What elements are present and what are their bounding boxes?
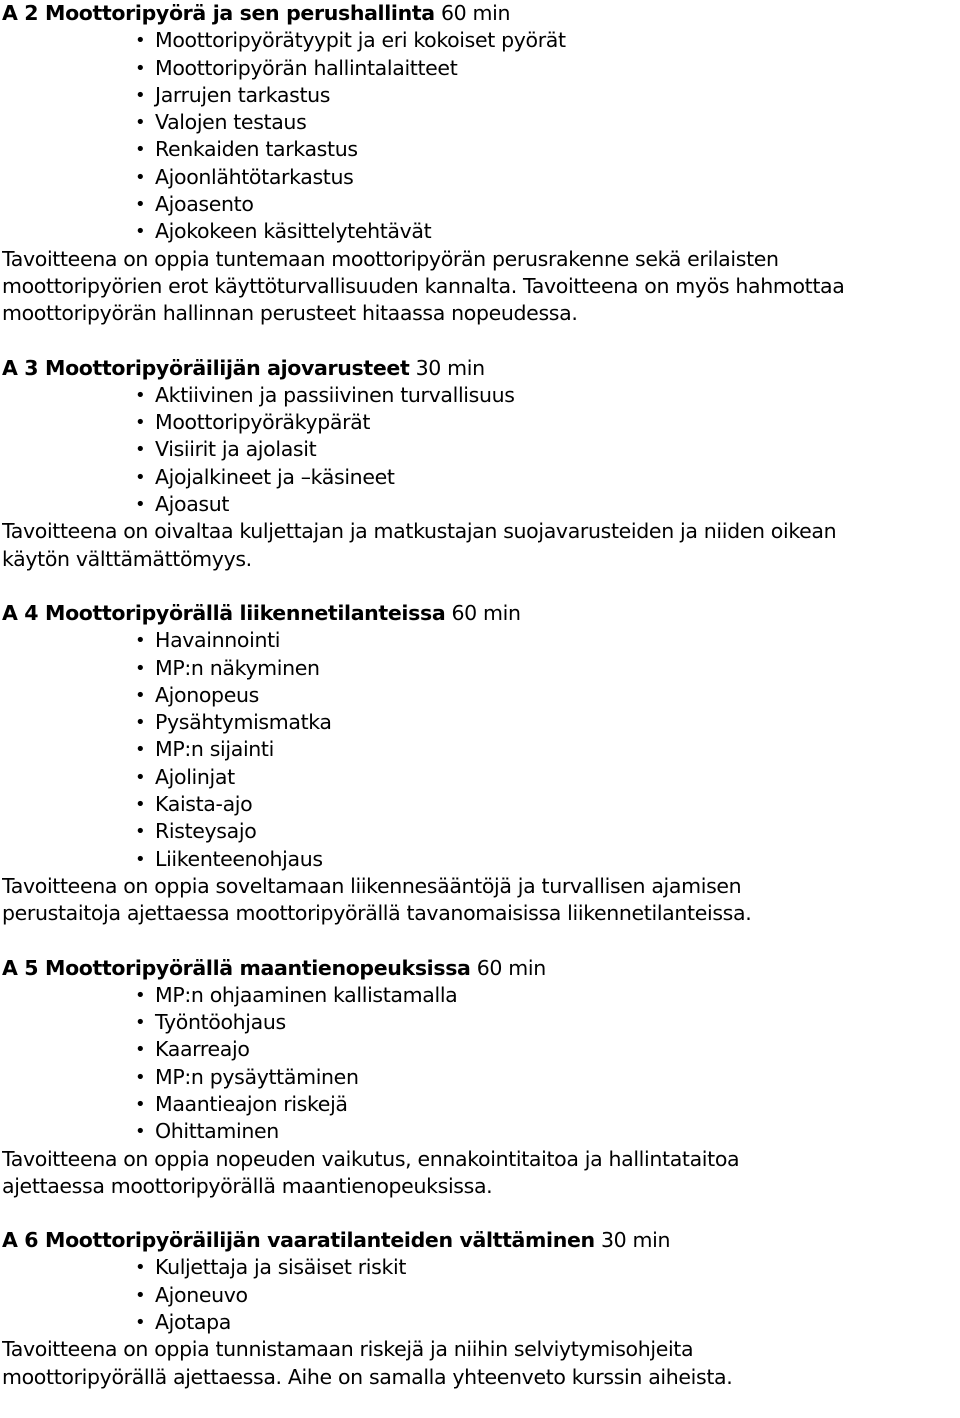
goal-line: Tavoitteena on oivaltaa kuljettajan ja matkustajan suojavarusteiden ja niiden oikean: [2, 519, 837, 544]
list-item-label: Jarrujen tarkastus: [155, 82, 331, 107]
list-item: [2, 436, 960, 463]
section-a3: [2, 355, 960, 573]
list-item-label: Kaista-ajo: [155, 792, 253, 817]
bullet-icon: •: [135, 1312, 146, 1334]
list-item: [2, 982, 960, 1009]
list-item: [2, 82, 960, 109]
list-item-label: Kuljettaja ja sisäiset riskit: [155, 1255, 407, 1280]
bullet-icon: •: [135, 739, 146, 761]
bullet-icon: •: [135, 1039, 146, 1061]
bullet-icon: •: [135, 1121, 146, 1143]
section-duration: 60 min: [476, 955, 546, 980]
bullet-icon: •: [135, 1012, 146, 1034]
list-item: [2, 1282, 960, 1309]
list-item-label: Valojen testaus: [155, 110, 307, 135]
list-item: [2, 136, 960, 163]
goal-line: käytön välttämättömyys.: [2, 546, 252, 571]
list-item-label: Ajoonlähtötarkastus: [155, 164, 354, 189]
section-code-title: [2, 1, 435, 25]
section-a4: [2, 600, 960, 928]
section-code: A 3: [2, 355, 39, 380]
section-a2: [2, 0, 960, 328]
section-code: A 5: [2, 955, 39, 980]
section-title: Moottoripyöräilijän vaaratilanteiden välttäminen: [45, 1228, 595, 1253]
bullet-icon: •: [135, 194, 146, 216]
list-item: [2, 218, 960, 245]
list-item-label: Risteysajo: [155, 819, 257, 844]
list-item: [2, 491, 960, 518]
list-item: [2, 382, 960, 409]
section-heading: [2, 955, 960, 982]
list-item-label: Ohittaminen: [155, 1119, 279, 1144]
bullet-icon: •: [135, 821, 146, 843]
list-item: [2, 1009, 960, 1036]
bullet-icon: •: [135, 221, 146, 243]
section-title: Moottoripyörällä maantienopeuksissa: [45, 955, 471, 980]
list-item-label: Visiirit ja ajolasit: [155, 437, 317, 462]
bullet-icon: •: [135, 139, 146, 161]
section-title: Moottoripyöräilijän ajovarusteet: [45, 355, 410, 380]
goal-line: moottoripyörän hallinnan perusteet hitaassa nopeudessa.: [2, 301, 578, 326]
section-heading: [2, 355, 960, 382]
list-item-label: Havainnointi: [155, 628, 281, 653]
section-duration: 60 min: [440, 1, 511, 25]
list-item-label: Liikenteenohjaus: [155, 846, 323, 871]
list-item-label: Kaarreajo: [155, 1037, 250, 1062]
goal-line: Tavoitteena on oppia tunnistamaan riskejä ja niihin selviytymisohjeita: [2, 1337, 694, 1362]
list-item-label: Ajoasut: [155, 492, 230, 517]
list-item: [2, 791, 960, 818]
goal-line: ajettaessa moottoripyörällä maantienopeuksissa.: [2, 1173, 493, 1198]
list-item: [2, 764, 960, 791]
bullet-icon: •: [135, 848, 146, 870]
goal-line: Tavoitteena on oppia nopeuden vaikutus, ennakointitaitoa ja hallintataitoa: [2, 1146, 740, 1171]
list-item: [2, 55, 960, 82]
topic-list: [2, 982, 960, 1146]
list-item-label: Moottoripyörän hallintalaitteet: [155, 55, 458, 80]
bullet-icon: •: [135, 984, 146, 1006]
topic-list: [2, 382, 960, 518]
section-code: A 6: [2, 1228, 39, 1253]
list-item-label: Moottoripyörätyypit ja eri kokoiset pyörät: [155, 28, 566, 53]
section-duration: 30 min: [415, 355, 485, 380]
bullet-icon: •: [135, 657, 146, 679]
list-item: [2, 846, 960, 873]
section-heading: [2, 600, 960, 627]
list-item: [2, 409, 960, 436]
goal-line: Tavoitteena on oppia soveltamaan liikennesääntöjä ja turvallisen ajamisen: [2, 873, 742, 898]
list-item-label: Ajolinjat: [155, 764, 235, 789]
list-item-label: MP:n näkyminen: [155, 655, 320, 680]
section-duration: 60 min: [451, 600, 521, 625]
topic-list: [2, 27, 960, 245]
bullet-icon: •: [135, 1284, 146, 1306]
bullet-icon: •: [135, 1093, 146, 1115]
list-item: [2, 1309, 960, 1336]
list-item: [2, 736, 960, 763]
bullet-icon: •: [135, 166, 146, 188]
section-a5: [2, 955, 960, 1201]
list-item-label: Pysähtymismatka: [155, 710, 332, 735]
list-item-label: Ajokokeen käsittelytehtävät: [155, 219, 432, 244]
list-item-label: Ajotapa: [155, 1310, 231, 1335]
bullet-icon: •: [135, 494, 146, 516]
bullet-icon: •: [135, 112, 146, 134]
section-code: A 4: [2, 600, 39, 625]
bullet-icon: •: [135, 57, 146, 79]
bullet-icon: •: [135, 630, 146, 652]
bullet-icon: •: [135, 84, 146, 106]
list-item: [2, 1091, 960, 1118]
list-item: [2, 627, 960, 654]
list-item: [2, 1064, 960, 1091]
list-item-label: Aktiivinen ja passiivinen turvallisuus: [155, 382, 515, 407]
section-code-title: [2, 356, 409, 380]
list-item-label: Työntöohjaus: [155, 1010, 286, 1035]
list-item-label: Ajojalkineet ja –käsineet: [155, 464, 395, 489]
bullet-icon: •: [135, 712, 146, 734]
list-item: [2, 464, 960, 491]
section-heading: [2, 1227, 960, 1254]
list-item: [2, 709, 960, 736]
bullet-icon: •: [135, 1257, 146, 1279]
list-item-label: MP:n pysäyttäminen: [155, 1064, 359, 1089]
list-item: [2, 109, 960, 136]
bullet-icon: •: [135, 1066, 146, 1088]
goal-line: moottoripyörien erot käyttöturvallisuuden kannalta. Tavoitteena on myös hahmottaa: [2, 273, 845, 298]
list-item: [2, 27, 960, 54]
list-item: [2, 164, 960, 191]
list-item-label: MP:n sijainti: [155, 737, 274, 762]
goal-line: moottoripyörällä ajettaessa. Aihe on samalla yhteenveto kurssin aiheista.: [2, 1364, 733, 1389]
bullet-icon: •: [135, 766, 146, 788]
section-duration: 30 min: [600, 1228, 671, 1253]
goal-line: Tavoitteena on oppia tuntemaan moottoripyörän perusrakenne sekä erilaisten: [2, 246, 779, 271]
section-code-title: [2, 956, 471, 980]
topic-list: [2, 1254, 960, 1336]
bullet-icon: •: [135, 794, 146, 816]
list-item-label: Moottoripyöräkypärät: [155, 410, 371, 435]
list-item: [2, 818, 960, 845]
list-item-label: Maantieajon riskejä: [155, 1091, 348, 1116]
document: [2, 0, 960, 1418]
topic-list: [2, 627, 960, 873]
section-heading: [2, 0, 960, 27]
list-item-label: Ajoneuvo: [155, 1282, 248, 1307]
bullet-icon: •: [135, 439, 146, 461]
list-item: [2, 1254, 960, 1281]
goal-line: perustaitoja ajettaessa moottoripyörällä tavanomaisissa liikennetilanteissa.: [2, 901, 752, 926]
list-item: [2, 1036, 960, 1063]
bullet-icon: •: [135, 412, 146, 434]
list-item-label: Ajoasento: [155, 192, 254, 217]
bullet-icon: •: [135, 466, 146, 488]
bullet-icon: •: [135, 30, 146, 52]
list-item-label: MP:n ohjaaminen kallistamalla: [155, 982, 458, 1007]
bullet-icon: •: [135, 684, 146, 706]
section-title: Moottoripyörä ja sen perushallinta: [45, 1, 435, 25]
list-item: [2, 191, 960, 218]
bullet-icon: •: [135, 384, 146, 406]
list-item-label: Renkaiden tarkastus: [155, 137, 358, 162]
section-code-title: [2, 601, 445, 625]
section-code-title: [2, 1228, 595, 1252]
list-item-label: Ajonopeus: [155, 682, 259, 707]
section-a6: [2, 1227, 960, 1391]
list-item: [2, 682, 960, 709]
list-item: [2, 655, 960, 682]
section-title: Moottoripyörällä liikennetilanteissa: [45, 600, 446, 625]
list-item: [2, 1118, 960, 1145]
section-code: A 2: [2, 1, 39, 25]
